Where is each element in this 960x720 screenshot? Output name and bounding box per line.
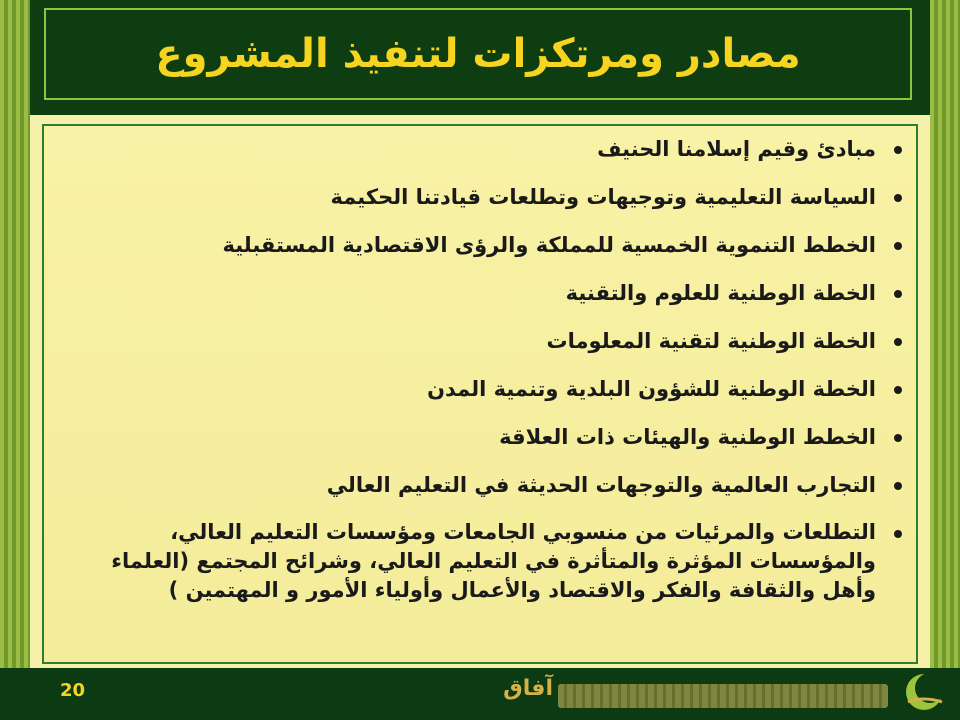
bullet-text: السياسة التعليمية وتوجيهات وتطلعات قيادتنا الحكيمة (330, 185, 876, 209)
bullet-list (44, 126, 916, 605)
slide (30, 0, 930, 690)
logo-calligraphy-band (558, 684, 888, 708)
content-box (42, 124, 918, 664)
page-number: 20 (60, 680, 86, 701)
bullet-dot-icon (894, 194, 902, 202)
bullet-text: مبادئ وقيم إسلامنا الحنيف (597, 137, 876, 161)
crescent-logo-icon (900, 668, 948, 716)
bullet-item (74, 230, 902, 261)
bullet-item (74, 134, 902, 165)
bullet-text: الخطة الوطنية للشؤون البلدية وتنمية المدن (427, 377, 876, 401)
right-stripe-decoration (930, 0, 960, 690)
left-stripe-decoration (0, 0, 30, 690)
bullet-text: الخطط التنموية الخمسية للمملكة والرؤى الاقتصادية المستقبلية (222, 233, 876, 257)
bullet-dot-icon (894, 242, 902, 250)
bullet-dot-icon (894, 146, 902, 154)
bullet-item (74, 422, 902, 453)
bullet-item (74, 182, 902, 213)
bullet-text: الخطط الوطنية والهيئات ذات العلاقة (499, 425, 876, 449)
bullet-item (74, 278, 902, 309)
logo-word: آفاق (503, 676, 553, 701)
bullet-item (74, 518, 902, 605)
bullet-dot-icon (894, 386, 902, 394)
title-frame (44, 8, 912, 100)
slide-title: مصادر ومرتكزات لتنفيذ المشروع (155, 31, 801, 77)
bullet-dot-icon (894, 530, 902, 538)
bullet-text: الخطة الوطنية لتقنية المعلومات (546, 329, 876, 353)
bullet-text: التطلعات والمرئيات من منسوبي الجامعات ومؤسسات التعليم العالي، والمؤسسات المؤثرة والمتأثرة في التعليم العالي، وشرائح المجتمع (العلماء وأهل والثقافة والفكر والاقتصاد والأعمال وأولياء الأمور و المهتمين ) (111, 520, 876, 602)
bullet-item (74, 374, 902, 405)
bullet-dot-icon (894, 482, 902, 490)
bullet-dot-icon (894, 290, 902, 298)
title-band (30, 0, 930, 115)
bullet-dot-icon (894, 434, 902, 442)
bullet-dot-icon (894, 338, 902, 346)
footer-logo (478, 664, 948, 718)
bullet-text: التجارب العالمية والتوجهات الحديثة في التعليم العالي (326, 473, 876, 497)
bullet-text: الخطة الوطنية للعلوم والتقنية (565, 281, 876, 305)
bullet-item (74, 470, 902, 501)
bullet-item (74, 326, 902, 357)
